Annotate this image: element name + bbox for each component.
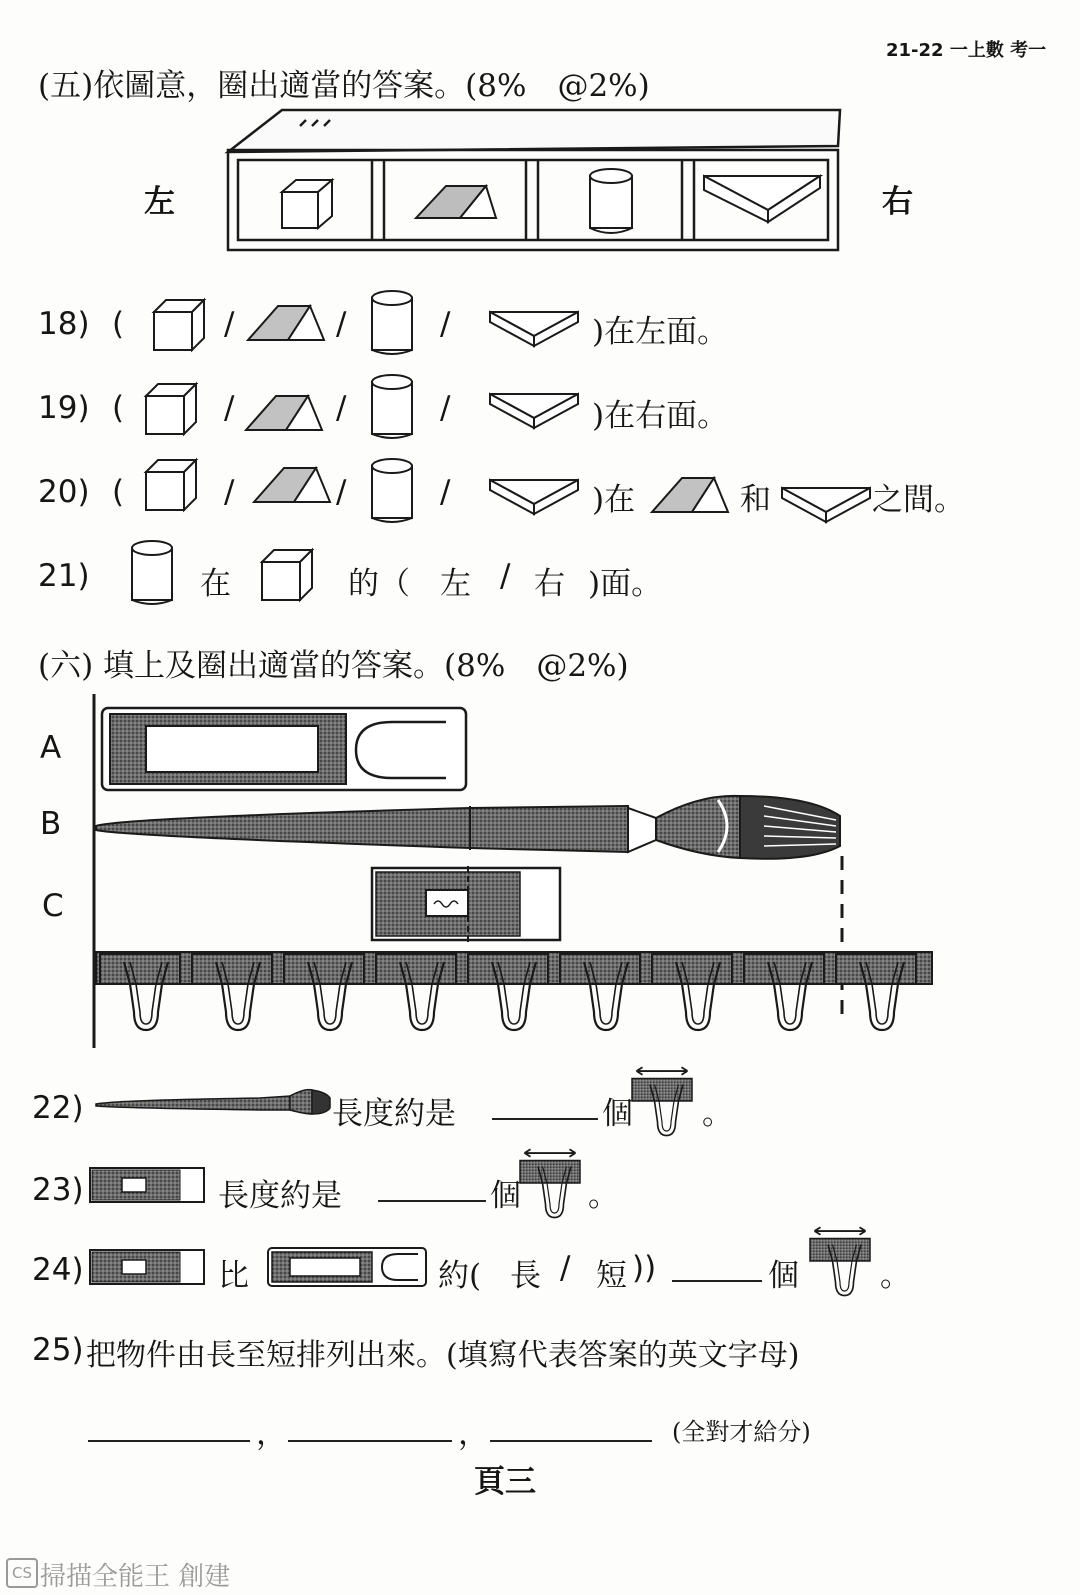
- q22-brush-icon: [96, 1090, 330, 1114]
- shelf-left-label: 左: [144, 184, 175, 220]
- q18-open-paren: (: [112, 306, 125, 342]
- q22-ending: 。: [702, 1096, 733, 1132]
- q23-binder-clip-icon: [520, 1149, 580, 1217]
- binder-clip-6: [560, 954, 640, 1030]
- q23-eraser-icon: [90, 1168, 204, 1202]
- label-b: B: [40, 806, 62, 842]
- binder-clip-1: [100, 954, 180, 1030]
- q20-in: )在: [592, 482, 636, 518]
- q23-answer-blank[interactable]: [378, 1198, 486, 1202]
- q25-answer-blank-3[interactable]: [490, 1438, 652, 1442]
- q20-slash-1: /: [224, 474, 235, 510]
- q19-slash-2: /: [336, 390, 347, 426]
- watermark-text: 掃描全能王 創建: [40, 1562, 231, 1592]
- binder-clip-3: [284, 954, 364, 1030]
- q24-close-parens: )): [632, 1250, 657, 1286]
- shelf-right-label: 右: [882, 184, 913, 220]
- q24-binder-clip-icon: [810, 1227, 870, 1295]
- binder-clip-2: [192, 954, 272, 1030]
- q24-compare: 比: [218, 1258, 249, 1294]
- q22-answer-blank[interactable]: [492, 1116, 598, 1120]
- object-c-eraser: [372, 866, 560, 942]
- binder-clip-9: [836, 954, 916, 1030]
- q19-number: 19): [38, 390, 90, 426]
- q20-open-paren: (: [112, 474, 125, 510]
- label-c: C: [42, 888, 64, 924]
- binder-clip-5: [468, 954, 548, 1030]
- q21-at: 在: [200, 566, 231, 602]
- page-number: 頁三: [474, 1464, 536, 1500]
- q18-slash-3: /: [440, 306, 451, 342]
- q19-slash-1: /: [224, 390, 235, 426]
- q22-text: 長度約是: [332, 1096, 456, 1132]
- q18-ending: )在左面。: [592, 314, 729, 350]
- q22-binder-clip-icon: [632, 1067, 692, 1135]
- binder-clip-7: [652, 954, 732, 1030]
- q25-note: (全對才給分): [672, 1418, 811, 1446]
- q24-eraser-c-icon: [90, 1250, 204, 1284]
- binder-clip-row: [96, 952, 932, 1030]
- q21-option-left[interactable]: 左: [440, 566, 471, 602]
- q24-option-short[interactable]: 短: [596, 1258, 627, 1294]
- q20-slash-3: /: [440, 474, 451, 510]
- q21-option-right[interactable]: 右: [534, 566, 565, 602]
- q25-answer-blank-1[interactable]: [88, 1438, 250, 1442]
- binder-clip-8: [744, 954, 824, 1030]
- q24-ending: 。: [880, 1258, 911, 1294]
- q24-number: 24): [32, 1252, 84, 1288]
- q24-unit: 個: [768, 1258, 799, 1294]
- q24-eraser-a-icon: [268, 1248, 426, 1286]
- object-a-eraser: [102, 708, 466, 790]
- q25-comma-1: ，: [256, 1416, 287, 1452]
- q19-slash-3: /: [440, 390, 451, 426]
- q21-of: 的（: [348, 566, 410, 602]
- q18-slash-2: /: [336, 306, 347, 342]
- label-a: A: [40, 730, 62, 766]
- q20-and: 和: [740, 482, 771, 518]
- q25-answer-blank-2[interactable]: [288, 1438, 452, 1442]
- section5-title: (五)依圖意，圈出適當的答案。(8% @2%): [38, 68, 650, 104]
- q22-number: 22): [32, 1090, 84, 1126]
- q18-slash-1: /: [224, 306, 235, 342]
- q23-text: 長度約是: [218, 1178, 342, 1214]
- q19-open-paren: (: [112, 390, 125, 426]
- q25-text: 把物件由長至短排列出來。(填寫代表答案的英文字母): [86, 1338, 800, 1373]
- section6-title: (六) 填上及圈出適當的答案。(8% @2%): [38, 648, 629, 684]
- q24-slash: /: [560, 1250, 571, 1286]
- q24-about: 約(: [438, 1258, 482, 1294]
- q24-option-long[interactable]: 長: [510, 1258, 541, 1294]
- q23-unit: 個: [490, 1178, 521, 1214]
- q25-number: 25): [32, 1332, 84, 1368]
- object-b-paintbrush: [96, 796, 840, 859]
- q20-number: 20): [38, 474, 90, 510]
- q23-number: 23): [32, 1172, 84, 1208]
- q18-number: 18): [38, 306, 90, 342]
- camscanner-logo-icon: CS: [6, 1558, 38, 1588]
- q21-number: 21): [38, 558, 90, 594]
- q19-ending: )在右面。: [592, 398, 729, 434]
- binder-clip-4: [376, 954, 456, 1030]
- q24-answer-blank[interactable]: [672, 1278, 762, 1282]
- q21-slash: /: [500, 558, 511, 594]
- q23-ending: 。: [588, 1178, 619, 1214]
- exam-code: 21-22 一上數 考一: [886, 40, 1047, 61]
- q20-ending: 之間。: [872, 482, 965, 518]
- q25-comma-2: ，: [458, 1416, 489, 1452]
- q20-slash-2: /: [336, 474, 347, 510]
- q21-ending: )面。: [588, 566, 663, 602]
- q22-unit: 個: [602, 1096, 633, 1132]
